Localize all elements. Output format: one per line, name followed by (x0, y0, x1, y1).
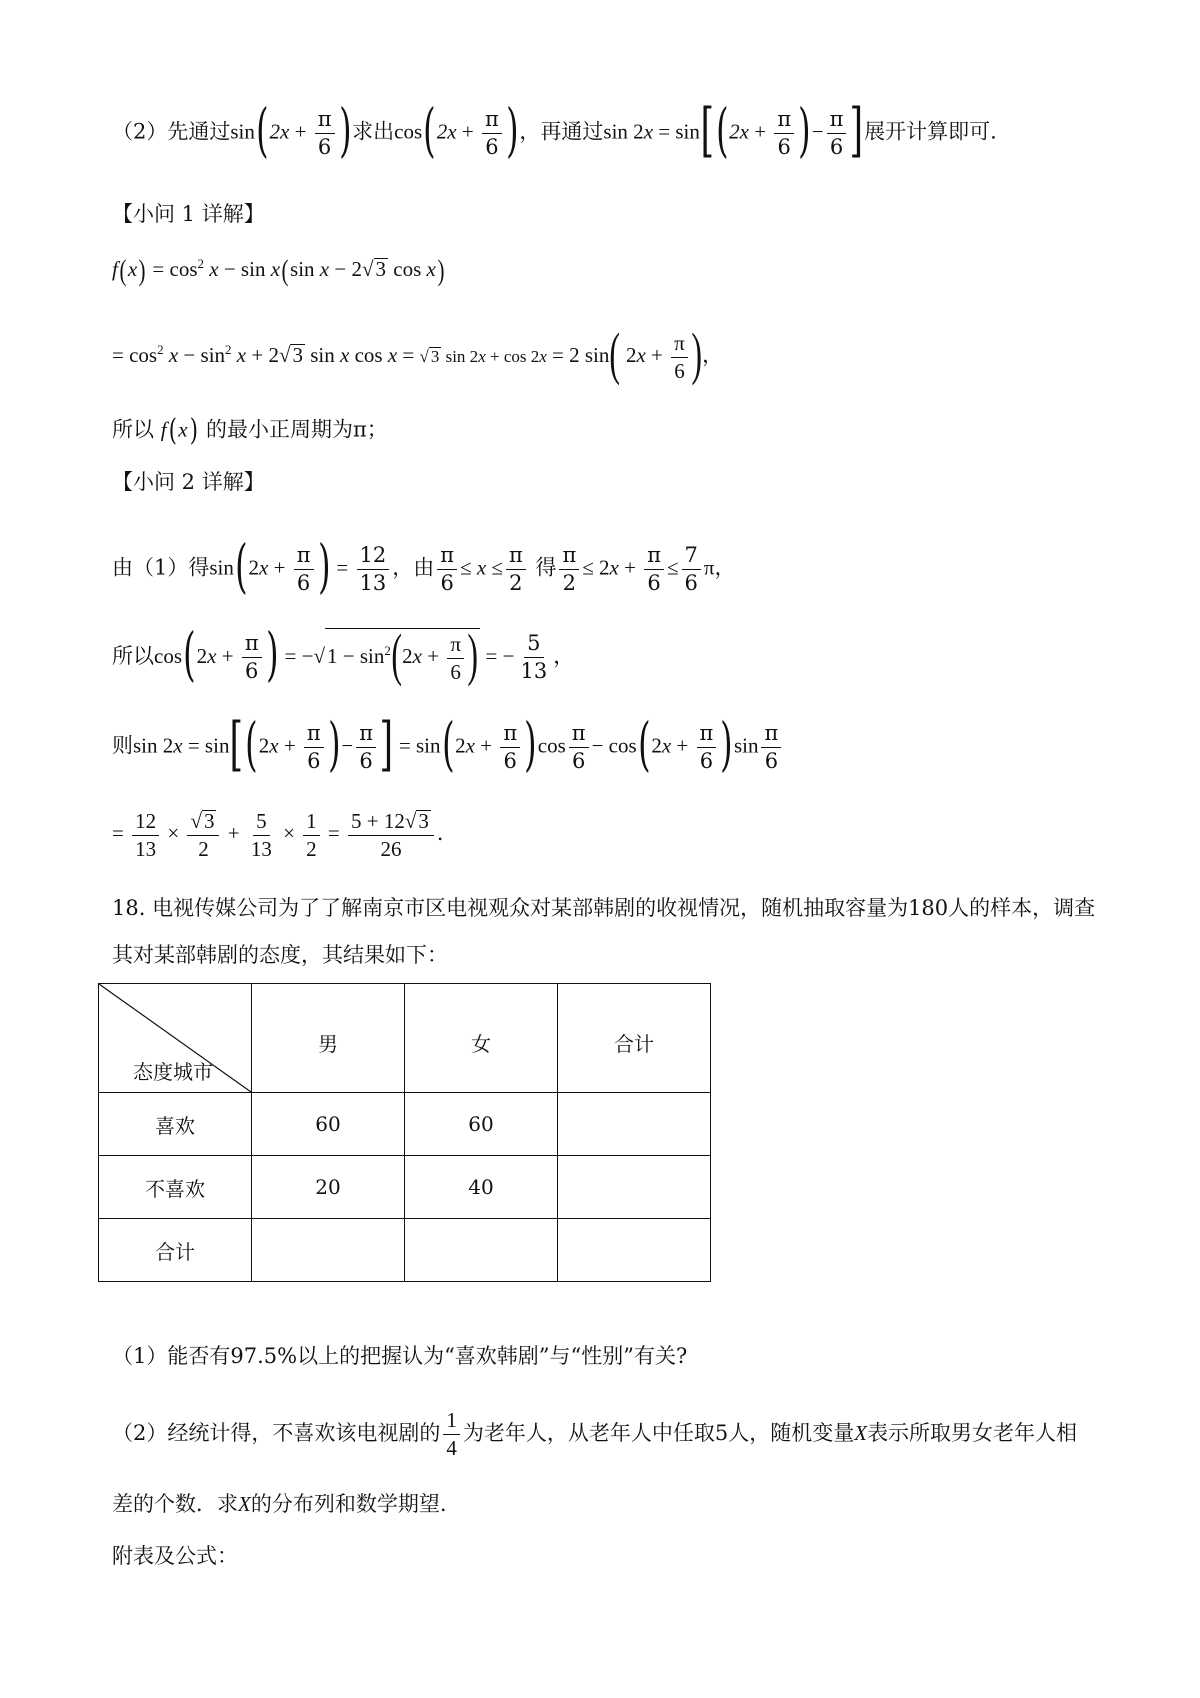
table-cell: 20 (252, 1156, 405, 1219)
q1-formula-1: $f(x) = \cos^2 x - \sin x(\sin$ x − 2√3 cos x) (112, 254, 445, 287)
row-label: 不喜欢 (99, 1156, 252, 1219)
q1-title: 【小问 1 详解】 (112, 202, 265, 226)
sub-question-2-cont: 差的个数．求X的分布列和数学期望. (112, 1492, 447, 1516)
sub-question-1: （1）能否有97.5%以上的把握认为“喜欢韩剧”与“性别”有关? (112, 1344, 688, 1368)
table-cell (558, 1093, 711, 1156)
appendix-label: 附表及公式： (112, 1544, 238, 1568)
sub-question-2: （2）经统计得，不喜欢该电视剧的 $\frac{1}{4}$ 为老年人，从老年人中任取5人，随机变量X表示所取男女老年人相 (112, 1408, 1078, 1460)
table-cell (405, 1219, 558, 1282)
row-label: 合计 (99, 1219, 252, 1282)
table-header-row (99, 984, 711, 1093)
table-cell: 40 (405, 1156, 558, 1219)
q2-title: 【小问 2 详解】 (112, 470, 265, 494)
table-cell: 60 (405, 1093, 558, 1156)
q2-line-1: 由（1）得sin(2x + $\frac{\pi}{6}$ ) = $\frac{12}{13}$ ，由 $\frac{\pi}{6}$ ≤ x ≤ $\frac{\pi}{2}$ 得 $\frac{\pi}{2}$ ≤ 2x + $\frac{\pi}{6}$ ≤ $\frac{7}{6}$ π， (112, 532, 736, 600)
header-female: 女 (405, 984, 558, 1093)
row-label: 喜欢 (99, 1093, 252, 1156)
table-row (99, 1219, 711, 1282)
corner-label: 态度城市 (133, 1060, 213, 1084)
q2-line-2: 所以cos(2x + $\frac{\pi}{6}$ ) = $-√1 - \sin^2(2x$ + $\frac{\pi}{6}$ ) = − $\frac{5}{13}$ ， (112, 620, 575, 689)
table-row (99, 1156, 711, 1219)
q2-line-4: = $\frac{12}{13}$ × $\frac{√3}{2}$ + $\frac{5}{13}$ × $\frac{1}{2}$ = $\frac{5 + 12√3}{26}$ ． (112, 808, 458, 861)
header-male: 男 (252, 984, 405, 1093)
table-corner-cell (99, 984, 252, 1093)
problem-18-line-2: 其对某部韩剧的态度，其结果如下： (112, 943, 448, 967)
survey-table (98, 983, 711, 1282)
q1-formula-2: = $\cos^2 x - \sin^2 x + 2√3$ sin x cos x = √ 3 sin 2x + cos 2x = 2 sin( 2x + $\frac{\pi}{6}$ )， (112, 321, 724, 386)
problem-18-line-1: 18. 电视传媒公司为了了解南京市区电视观众对某部韩剧的收视情况，随机抽取容量为180人的样本，调查 (112, 896, 1096, 920)
table-cell (252, 1219, 405, 1282)
q1-period: 所以 f(x) 的最小正周期为π； (112, 413, 388, 448)
header-total: 合计 (558, 984, 711, 1093)
table-row (99, 1093, 711, 1156)
table-cell (558, 1219, 711, 1282)
table-cell: 60 (252, 1093, 405, 1156)
q2-line-3: 则sin 2x = sin[(2x + $\frac{\pi}{6}$ )− $\frac{\pi}{6}$ ] = sin(2x + $\frac{\pi}{6}$ )cos $\frac{\pi}{6}$ − cos(2x + $\frac{\pi}{6}$ )sin $\frac{\pi}{6}$ (112, 718, 784, 776)
table-cell (558, 1156, 711, 1219)
hint-line-2: （2）先通过sin(2x + $\frac{\pi}{6}$ )求出cos(2x + $\frac{\pi}{6}$ )，再通过sin 2x = sin[(2x + $\frac{\pi}{6}$ )− $\frac{\pi}{6}$ ]展开计算即可. (112, 96, 997, 164)
